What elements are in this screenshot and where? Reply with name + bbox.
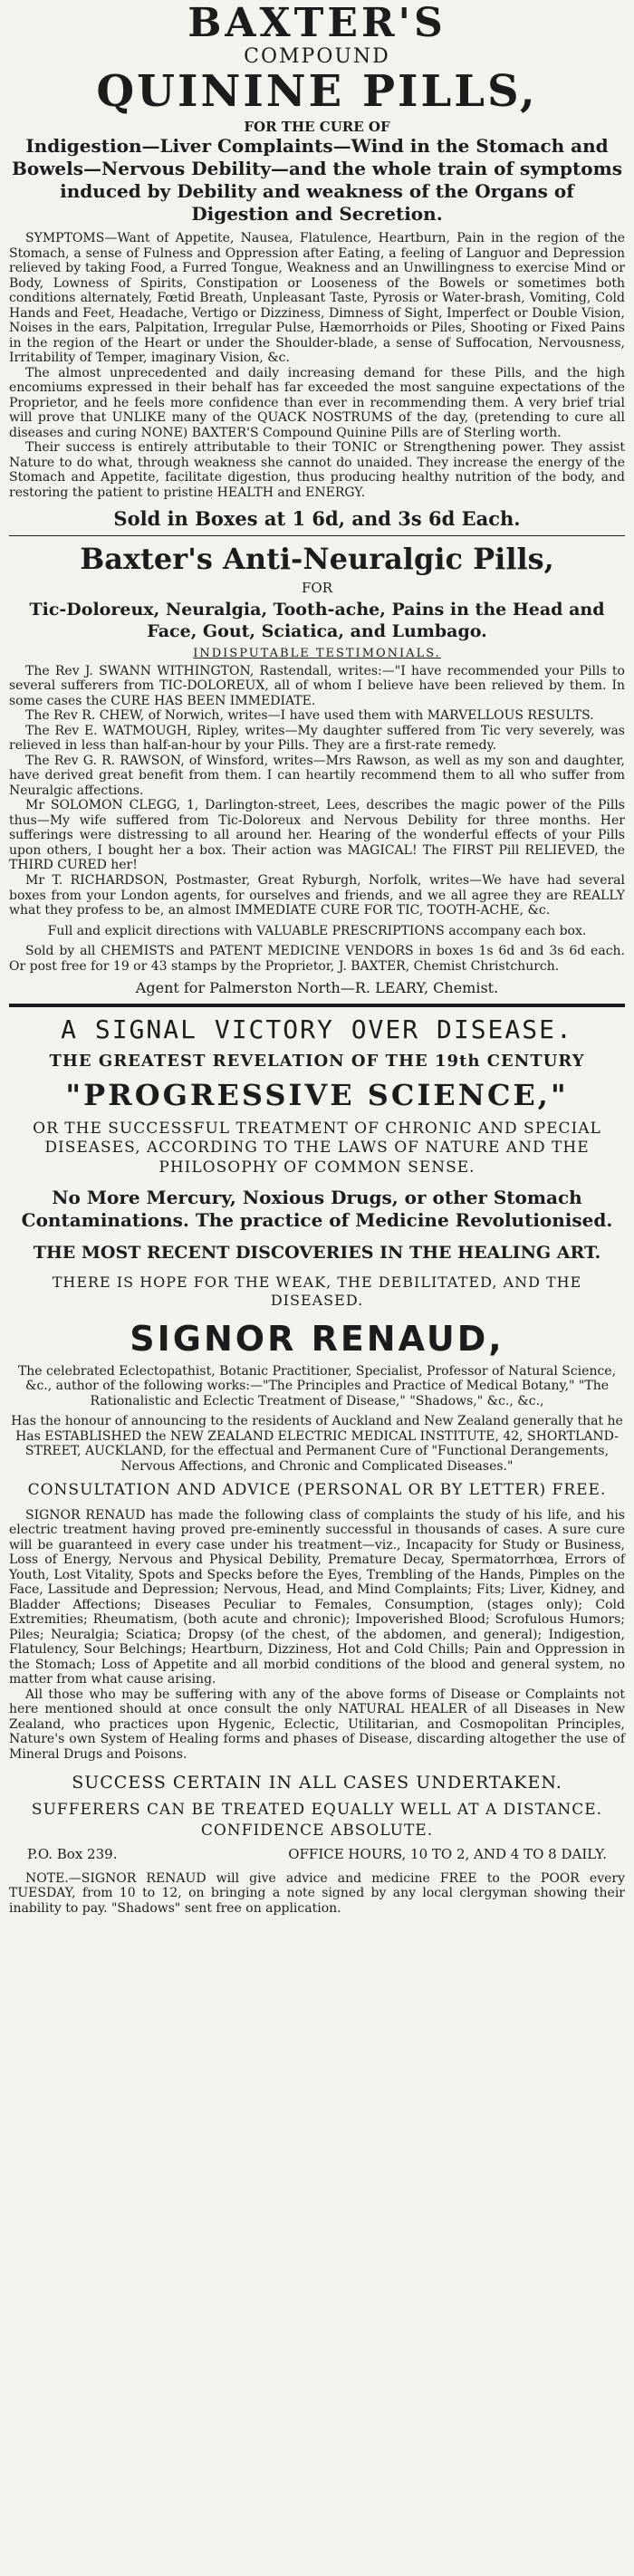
renaud-body-1: SIGNOR RENAUD has made the following class of complaints the study of his life, and his electric treatment having proved pre-eminently successful in thousands of cases. A sure cure will be guaranteed in every case under his treatment—viz., Incapacity for Study or Business, Loss of Energy, Nervous and Physical Debility, Premature Decay, Spermatorrhœa, Errors of Youth, Lost Vitality, Spots and Specks before the Eyes, Trembling of the Hands, Pimples on the Face, Lassitude and Depression; Nervous, Head, and Mind Complaints; Fits; Liver, Kidney, and Bladder Affections; Diseases Peculiar to Females, Consumption, (stages only); Cold Extremities; Rheumatism, (both acute and chronic); Impoverished Blood; Scrofulous Humors; Piles; Neuralgia; Sciatica; Dropsy (of the chest, of the abdomen, and general); Indigestion, Flatulency, Sour Belchings; Heartburn, Dizziness, Hot and Cold Chills; Pain and Oppression in the Stomach; Loss of Appetite and all morbid conditions of the blood and general system, no matter from what cause arising. (9, 1507, 625, 1687)
directions: Full and explicit directions with VALUABLE PRESCRIPTIONS accompany each box. (47, 923, 587, 938)
thick-divider (9, 1004, 625, 1007)
sold-in-boxes: Sold in Boxes at 1 6d, and 3s 6d Each. (113, 507, 521, 531)
testimonial: The Rev R. CHEW, of Norwich, writes—I have used them with MARVELLOUS RESULTS. (25, 708, 594, 724)
baxter-title: BAXTER'S (187, 0, 447, 46)
agent-line: Agent for Palmerston North—R. LEARY, Chemist. (135, 979, 499, 997)
contact-line (27, 1846, 607, 1862)
success-paragraph: Their success is entirely attributable to their TONIC or Strengthening power. They assist Nature to do what, through weakness she cannot do unaided. They increase the energy of the Stomach and Appetite, facilitate digestion, thus producing healthy nutrition of the body, and restoring the patient to pristine HEALTH and ENERGY. (9, 440, 625, 500)
renaud-intro: The celebrated Eclectopathist, Botanic Practitioner, Specialist, Professor of Natural Science, &c., author of the following works:—"The Principles and Practice of Medical Botany," "The Rationalistic and Eclectic Treatment of Disease," "Shadows," &c., &c., (17, 1363, 617, 1408)
revelation-heading: THE GREATEST REVELATION OF THE 19th CENTURY (49, 1052, 585, 1072)
divider (9, 535, 625, 536)
newspaper-page (9, 0, 625, 1919)
vendors: Sold by all CHEMISTS and PATENT MEDICINE VENDORS in boxes 1s 6d and 3s 6d each. Or post free for 19 or 43 stamps by the Proprietor, J. BAXTER, Chemist Christchurch. (9, 944, 625, 974)
treatment-subheading: OR THE SUCCESSFUL TREATMENT OF CHRONIC AND SPECIAL DISEASES, ACCORDING TO THE LAWS OF NATURE AND THE PHILOSOPHY OF COMMON SENSE. (33, 1120, 601, 1177)
compound-label: COMPOUND (244, 45, 390, 68)
po-box: P.O. Box 239. (27, 1845, 118, 1862)
renaud-body-2: All those who may be suffering with any of the above forms of Disease or Complaints not here mentioned should at once consult the only NATURAL HEALER of all Diseases in New Zealand, who practices upon Hygenic, Eclectic, Utilitarian, and Cosmopolitan Principles, Nature's own System of Healing forms and phases of Disease, discarding altogether the use of Mineral Drugs and Poisons. (9, 1687, 625, 1762)
no-mercury-heading: No More Mercury, Noxious Drugs, or other Stomach Contaminations. The practice of Medicine Revolutionised. (21, 1186, 613, 1231)
signor-renaud-name: SIGNOR RENAUD, (130, 1318, 504, 1359)
signor-renaud-ad (9, 1014, 625, 1916)
office-hours: OFFICE HOURS, 10 TO 2, AND 4 TO 8 DAILY. (288, 1845, 607, 1862)
for-cure-label: FOR THE CURE OF (244, 119, 390, 135)
signal-victory-heading: A SIGNAL VICTORY OVER DISEASE. (61, 1014, 573, 1045)
success-certain-heading: SUCCESS CERTAIN IN ALL CASES UNDERTAKEN. (72, 1773, 562, 1793)
quinine-pills-title: QUININE PILLS, (96, 66, 538, 117)
testimonial: The Rev G. R. RAWSON, of Winsford, writes—Mrs Rawson, as well as my son and daughter, have derived great benefit from them. I can heartily recommend them to all who suffer from Neuralgic affections. (9, 753, 625, 798)
sufferers-heading: SUFFERERS CAN BE TREATED EQUALLY WELL AT A DISTANCE. CONFIDENCE ABSOLUTE. (31, 1801, 603, 1840)
indications: Indigestion—Liver Complaints—Wind in the Stomach and Bowels—Nervous Debility—and the whole train of symptoms induced by Debility and weakness of the Organs of Digestion and Secretion. (11, 135, 623, 225)
for-label: FOR (302, 580, 332, 597)
anti-neuralgic-title: Baxter's Anti-Neuralgic Pills, (80, 542, 554, 577)
renaud-announcement: Has the honour of announcing to the residents of Auckland and New Zealand generally that he Has ESTABLISHED the NEW ZEALAND ELECTRIC MEDICAL INSTITUTE, 42, SHORTLAND-STREET, AUCKLAND, for the effectual and Permanent Cure of "Functional Derangements, Nervous Affections, and Chronic and Complicated Diseases." (11, 1414, 623, 1474)
baxter-anti-neuralgic-ad (9, 542, 625, 996)
consultation-heading: CONSULTATION AND ADVICE (PERSONAL OR BY LETTER) FREE. (27, 1481, 607, 1500)
testimonial: Mr SOLOMON CLEGG, 1, Darlington-street, Lees, describes the magic power of the Pills thus—My wife suffered from Tic-Doloreux and Nervous Debility for three months. Her sufferings were distressing to all around her. Hearing of the wonderful effects of your Pills upon others, I bought her a box. Their action was MAGICAL! The FIRST Pill RELIEVED, the THIRD CURED her! (9, 798, 625, 873)
recent-discoveries-heading: THE MOST RECENT DISCOVERIES IN THE HEALING ART. (33, 1242, 601, 1263)
hope-heading: THERE IS HOPE FOR THE WEAK, THE DEBILITATED, AND THE DISEASED. (52, 1273, 582, 1309)
baxter-quinine-ad (9, 0, 625, 531)
testimonial: Mr T. RICHARDSON, Postmaster, Great Ryburgh, Norfolk, writes—We have had several boxes from your London agents, for ourselves and friends, and we all agree they are REALLY what they profess to be, an almost IMMEDIATE CURE FOR TIC, TOOTH-ACHE, &c. (9, 873, 625, 918)
renaud-note: NOTE.—SIGNOR RENAUD will give advice and medicine FREE to the POOR every TUESDAY, from 10 to 12, on bringing a note signed by any local clergyman showing their inability to pay. "Shadows" sent free on application. (9, 1870, 625, 1916)
testimonial: The Rev E. WATMOUGH, Ripley, writes—My daughter suffered from Tic very severely, was relieved in less than half-an-hour by your Pills. They are a first-rate remedy. (9, 723, 625, 754)
symptoms-paragraph: SYMPTOMS—Want of Appetite, Nausea, Flatulence, Heartburn, Pain in the region of the Stomach, a sense of Fulness and Oppression after Eating, a feeling of Languor and Depression relieved by taking Food, a Furred Tongue, Weakness and an Unwillingness to exercise Mind or Body, Lowness of Spirits, Constipation or Looseness of the Bowels or sometimes both conditions alternately, Fœtid Breath, Unpleasant Taste, Pyrosis or Water-brash, Vomiting, Cold Hands and Feet, Headache, Vertigo or Dizziness, Dimness of Sight, Imperfect or Double Vision, Noises in the ears, Palpitation, Irregular Pulse, Hæmorrhoids or Piles, Shooting or Fixed Pains in the region of the Heart or under the Shoulder-blade, a sense of Suffocation, Nervousness, Irritability of Temper, imaginary Vision, &c. (9, 231, 625, 366)
testimonials-heading: INDISPUTABLE TESTIMONIALS. (193, 646, 441, 660)
demand-paragraph: The almost unprecedented and daily increasing demand for these Pills, and the high encomiums expressed in their behalf has far exceeded the most sanguine expectations of the Proprietor, and he feels more confidence than ever in recommending them. A very brief trial will prove that UNLIKE many of the QUACK NOSTRUMS of the day, (pretending to cure all diseases and curing NONE) BAXTER'S Compound Quinine Pills are of Sterling worth. (9, 365, 625, 440)
ailments-list: Tic-Doloreux, Neuralgia, Tooth-ache, Pains in the Head and Face, Gout, Sciatica, and Lumbago. (29, 600, 605, 642)
testimonial: The Rev J. SWANN WITHINGTON, Rastendall, writes:—"I have recommended your Pills to several sufferers from TIC-DOLOREUX, all of whom I believe have been relieved by them. In some cases the CURE HAS BEEN IMMEDIATE. (9, 663, 625, 708)
progressive-science-heading: "PROGRESSIVE SCIENCE," (65, 1078, 569, 1113)
